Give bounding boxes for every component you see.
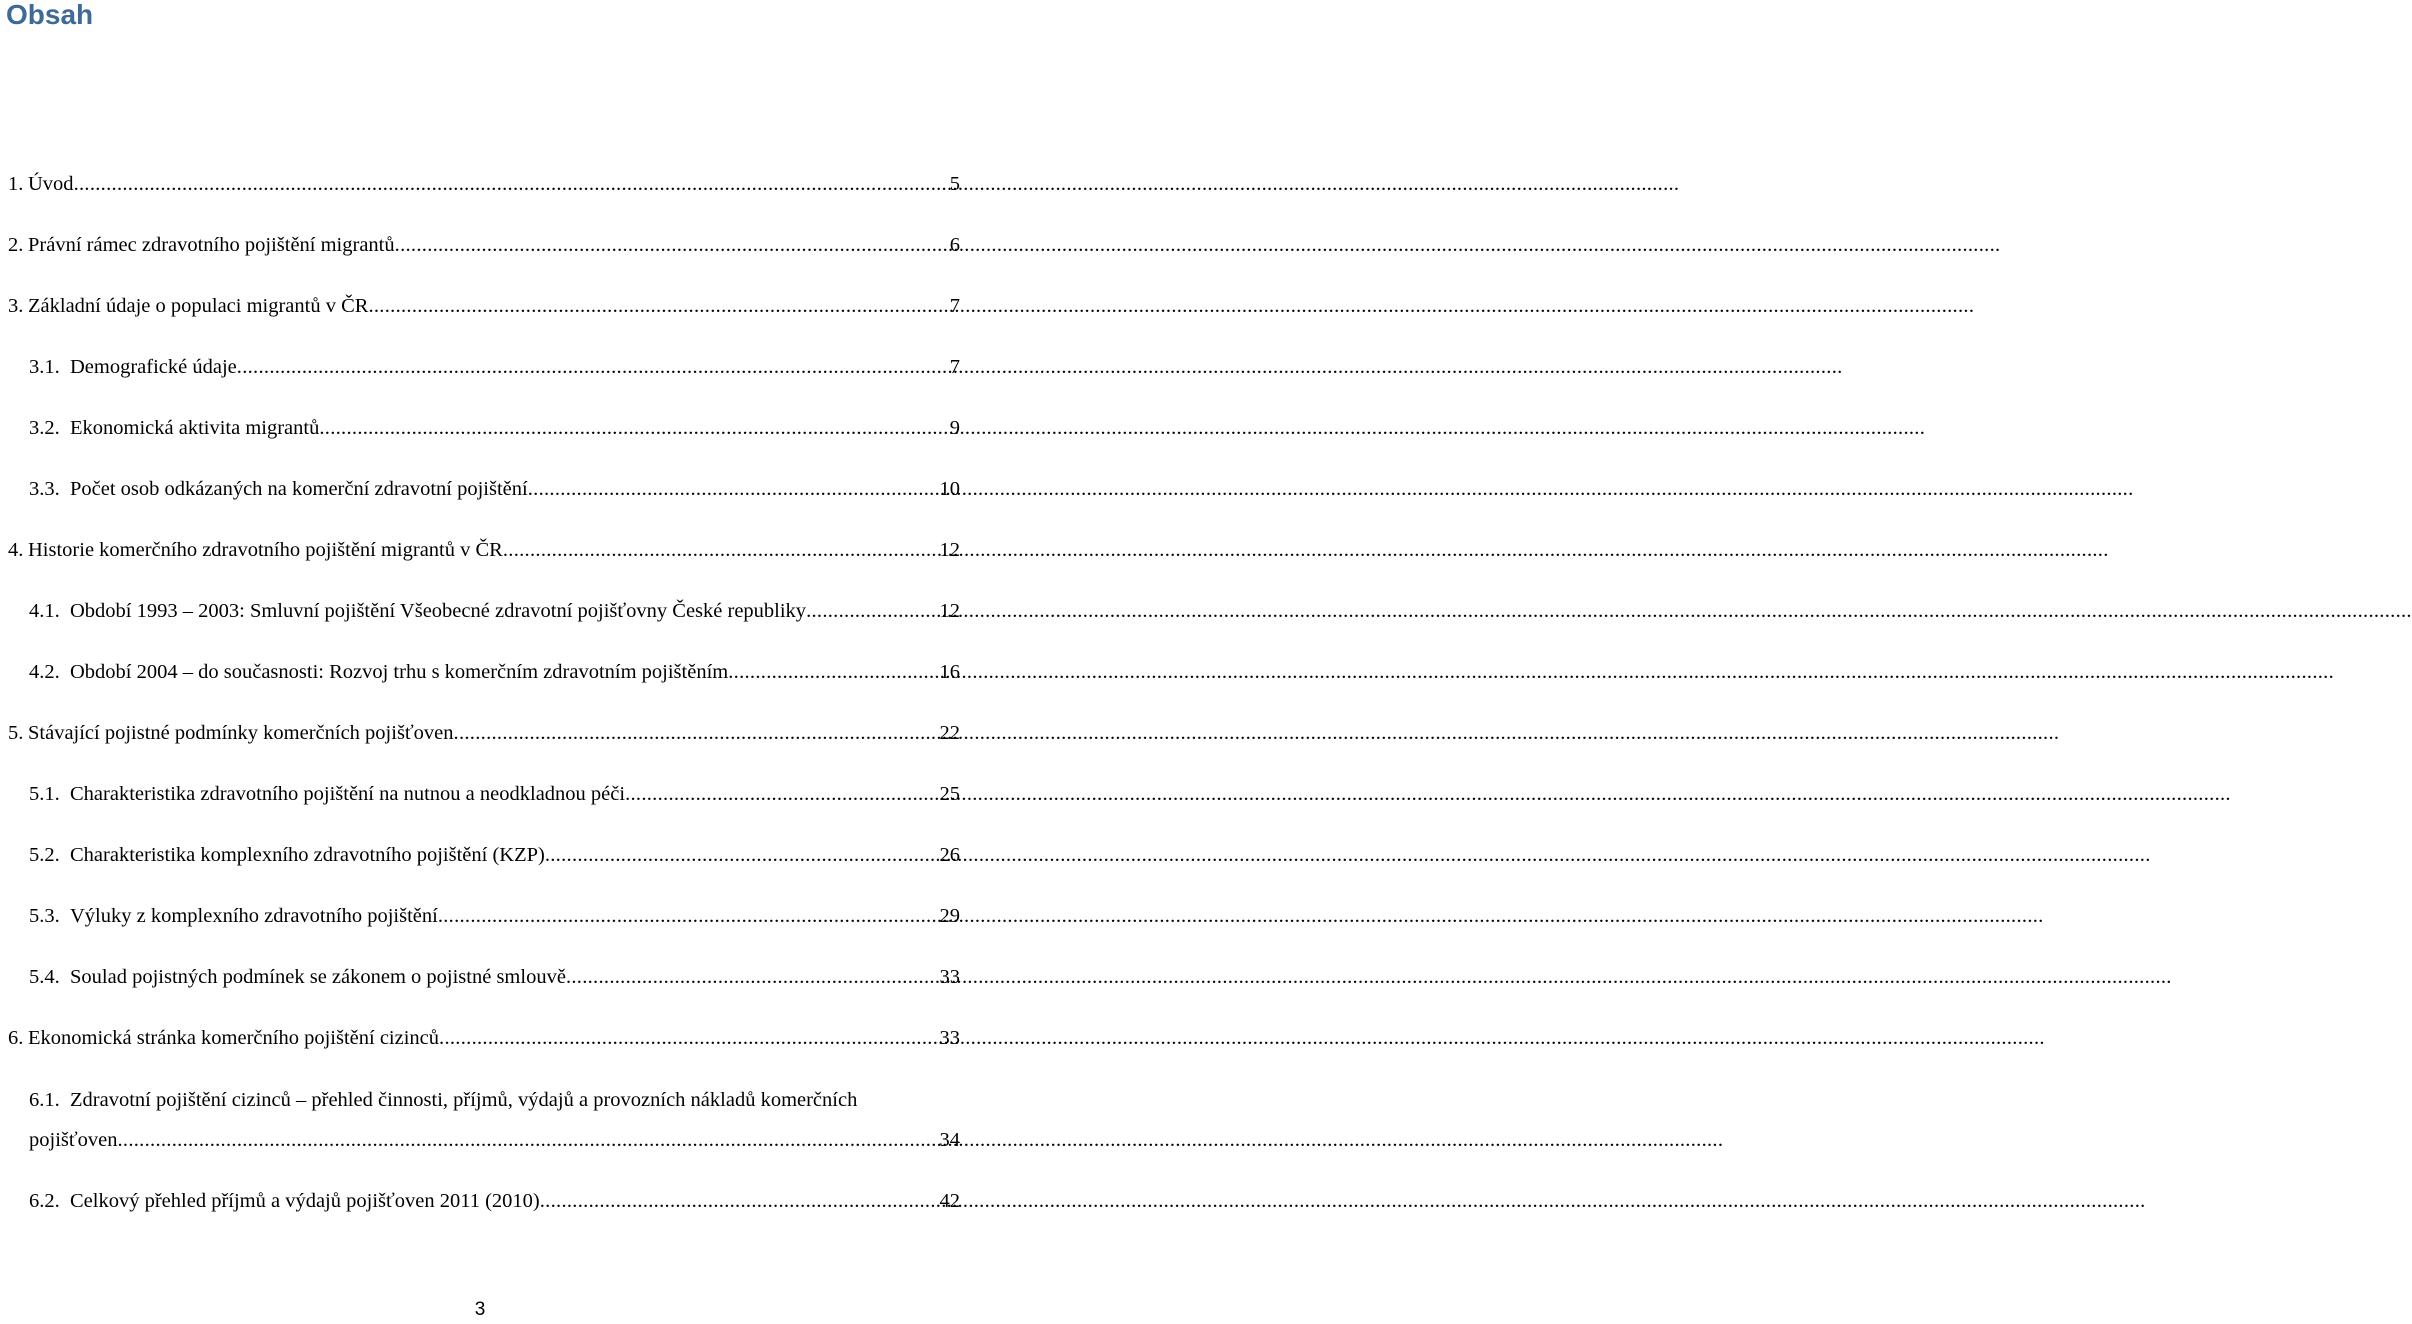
toc-entry-number: 1. (8, 173, 24, 195)
toc-entry-page: 7 (949, 295, 960, 317)
toc-entry-title: Historie komerčního zdravotního pojištění migrantů v ČR (28, 539, 503, 561)
toc-entry-5-2[interactable] (29, 840, 960, 870)
toc-entry-title: Právní rámec zdravotního pojištění migrantů (28, 234, 395, 256)
toc-entry-title: Charakteristika zdravotního pojištění na nutnou a neodkladnou péči (70, 783, 626, 805)
toc-dot-leader (545, 840, 937, 870)
toc-entry-3[interactable] (8, 291, 960, 321)
toc-entry-title: Demografické údaje (70, 356, 237, 378)
toc-entry-title: pojišťoven (29, 1129, 118, 1151)
toc-entry-number: 4. (8, 539, 24, 561)
toc-dot-leader (503, 535, 937, 565)
toc-entry-title: Období 2004 – do současnosti: Rozvoj trhu s komerčním zdravotním pojištěním (70, 661, 729, 683)
toc-entry-number: 3. (8, 295, 24, 317)
toc-dot-leader (395, 230, 947, 260)
toc-entry-5-4[interactable] (29, 962, 960, 992)
toc-entry-page: 7 (949, 356, 960, 378)
toc-entry-1[interactable] (8, 169, 960, 199)
toc-entry-page: 33 (939, 1027, 960, 1049)
toc-entry-title: Charakteristika komplexního zdravotního pojištění (KZP) (70, 844, 545, 866)
toc-entry-3-2[interactable] (29, 413, 960, 443)
toc-dot-leader (454, 718, 937, 748)
toc-dot-leader (439, 1023, 936, 1053)
toc-entry-title: Soulad pojistných podmínek se zákonem o pojistné smlouvě (70, 966, 566, 988)
toc-entry-page: 9 (949, 417, 960, 439)
toc-entry-number: 6.2. (29, 1190, 60, 1212)
toc-entry-number: 6. (8, 1027, 24, 1049)
toc-entry-3-1[interactable] (29, 352, 960, 382)
toc-entry-number: 3.3. (29, 478, 60, 500)
toc-entry-title: Zdravotní pojištění cizinců – přehled činnosti, příjmů, výdajů a provozních nákladů komerčních (70, 1089, 858, 1111)
toc-dot-leader (625, 779, 936, 809)
toc-dot-leader (806, 596, 936, 626)
toc-entry-title: Ekonomická aktivita migrantů (70, 417, 320, 439)
toc-entry-page: 34 (939, 1129, 960, 1151)
toc-entry-number: 6.1. (29, 1089, 60, 1111)
toc-entry-title: Výluky z komplexního zdravotního pojištění (70, 905, 438, 927)
toc-entry-page: 10 (939, 478, 960, 500)
toc-entry-number: 5.4. (29, 966, 60, 988)
toc-dot-leader (540, 1186, 937, 1216)
toc-entry-title: Základní údaje o populaci migrantů v ČR (28, 295, 369, 317)
toc-entry-5-3[interactable] (29, 901, 960, 931)
toc-entry-number: 5.1. (29, 783, 60, 805)
toc-entry-5[interactable] (8, 718, 960, 748)
toc-entry-title: Ekonomická stránka komerčního pojištění cizinců (28, 1027, 440, 1049)
toc-dot-leader (438, 901, 937, 931)
toc-dot-leader (728, 657, 936, 687)
toc-dot-leader (528, 474, 937, 504)
table-of-contents (0, 0, 960, 1324)
toc-entry-page: 16 (939, 661, 960, 683)
toc-entry-4-1[interactable] (29, 596, 960, 626)
toc-entry-3-3[interactable] (29, 474, 960, 504)
toc-entry-6-1-continued[interactable] (29, 1125, 960, 1155)
toc-entry-6[interactable] (8, 1023, 960, 1053)
toc-entry-number: 2. (8, 234, 24, 256)
toc-entry-page: 6 (949, 234, 960, 256)
toc-dot-leader (368, 291, 946, 321)
toc-dot-leader (237, 352, 947, 382)
toc-entry-number: 3.1. (29, 356, 60, 378)
toc-entry-page: 26 (939, 844, 960, 866)
toc-entry-number: 5.2. (29, 844, 60, 866)
toc-entry-title: Celkový přehled příjmů a výdajů pojišťoven 2011 (2010) (70, 1190, 540, 1212)
toc-entry-page: 33 (939, 966, 960, 988)
toc-entry-title: Období 1993 – 2003: Smluvní pojištění Všeobecné zdravotní pojišťovny České republiky (70, 600, 807, 622)
toc-dot-leader (117, 1125, 936, 1155)
toc-entry-5-1[interactable] (29, 779, 960, 809)
toc-entry-number: 4.2. (29, 661, 60, 683)
toc-entry-number: 5.3. (29, 905, 60, 927)
page-title: Obsah (6, 0, 94, 30)
page-number: 3 (474, 1299, 486, 1320)
toc-entry-4[interactable] (8, 535, 960, 565)
toc-entry-title: Počet osob odkázaných na komerční zdravotní pojištění (70, 478, 528, 500)
toc-entry-number: 5. (8, 722, 24, 744)
toc-entry-number: 4.1. (29, 600, 60, 622)
toc-dot-leader (566, 962, 937, 992)
toc-dot-leader (74, 169, 947, 199)
toc-entry-page: 12 (939, 600, 960, 622)
toc-entry-title: Úvod (28, 173, 74, 195)
toc-entry-6-1[interactable] (29, 1085, 960, 1115)
toc-entry-page: 5 (949, 173, 960, 195)
toc-entry-page: 22 (939, 722, 960, 744)
toc-entry-page: 25 (939, 783, 960, 805)
toc-entry-page: 29 (939, 905, 960, 927)
toc-entry-2[interactable] (8, 230, 960, 260)
toc-entry-page: 42 (939, 1190, 960, 1212)
toc-entry-title: Stávající pojistné podmínky komerčních pojišťoven (28, 722, 454, 744)
toc-entry-page: 12 (939, 539, 960, 561)
toc-entry-number: 3.2. (29, 417, 60, 439)
toc-dot-leader (319, 413, 946, 443)
toc-entry-4-2[interactable] (29, 657, 960, 687)
toc-entry-6-2[interactable] (29, 1186, 960, 1216)
